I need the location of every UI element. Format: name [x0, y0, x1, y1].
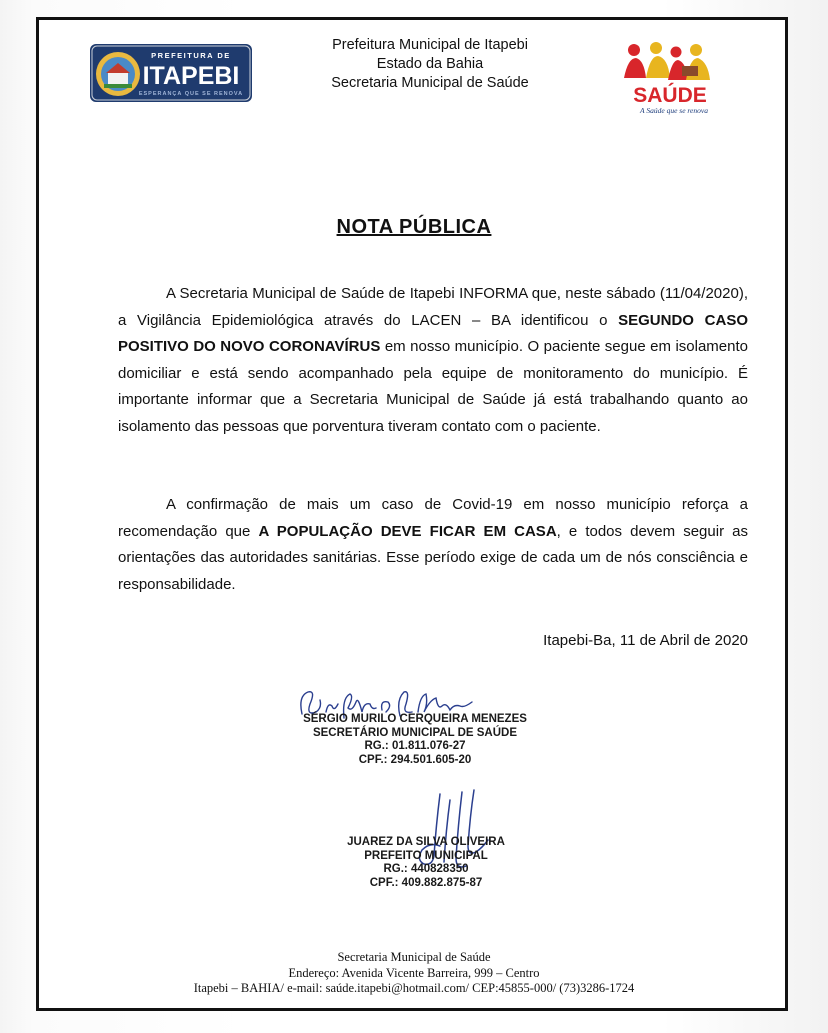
saude-logo-tagline: A Saúde que se renova: [640, 106, 708, 115]
people-figures-icon: [624, 42, 710, 80]
paragraph-2-text-a: A confirmação de mais um caso de Covid-19 em nosso município reforça a recomendação que: [118, 496, 748, 540]
saude-logo-text: SAÚDE: [633, 84, 707, 107]
document-title: NOTA PÚBLICA: [336, 216, 492, 238]
letterhead: [270, 36, 590, 93]
paragraph-1-text-b: em nosso município. O paciente segue em isolamento domiciliar e está sendo acompanhado pela equipe de monitoramento do município. É importante informar que a Secretaria Municipal de Saúde já está trabalhando quanto ao isolamento das pessoas que porventura tiveram contato com o paciente.: [118, 338, 748, 435]
paragraph-1-text-a: A Secretaria Municipal de Saúde de Itapebi INFORMA que, neste sábado (11/04/2020), a Vigilância Epidemiológica através do LACEN – BA identificou o: [118, 285, 748, 329]
itapebi-logo: [90, 44, 252, 102]
logo-main-text: ITAPEBI: [142, 62, 240, 90]
saude-logo: [612, 40, 722, 116]
secretary-cpf: CPF.: 294.501.605-20: [358, 753, 472, 766]
footer-address: Endereço: Avenida Vicente Barreira, 999 – Centro: [288, 965, 540, 980]
secretary-name: SÉRGIO MURILO CERQUEIRA MENEZES: [303, 713, 527, 725]
logo-top-text: PREFEITURA DE: [151, 51, 231, 60]
mayor-rg: RG.: 440828350: [383, 863, 469, 875]
paragraph-2-text-b: , e todos devem seguir as orientações das autoridades sanitárias. Esse período exige de cada um de nós consciência e responsabilidade.: [118, 522, 748, 593]
header-line-municipality: Prefeitura Municipal de Itapebi: [332, 37, 528, 53]
paragraph-2: [118, 492, 748, 598]
footer-contact: Itapebi – BAHIA/ e-mail: saúde.itapebi@hotmail.com/ CEP:45855-000/ (73)3286-1724: [193, 981, 635, 995]
document-date: Itapebi-Ba, 11 de Abril de 2020: [543, 632, 748, 649]
signature-block-secretary: [290, 713, 540, 767]
paragraph-2-emphasis: A POPULAÇÃO DEVE FICAR EM CASA: [258, 522, 557, 540]
mayor-name: JUAREZ DA SILVA OLIVEIRA: [347, 836, 505, 848]
mayor-role: PREFEITO MUNICIPAL: [364, 849, 488, 862]
header-line-state: Estado da Bahia: [376, 56, 484, 72]
paragraph-1: [118, 281, 748, 440]
mayor-cpf: CPF.: 409.882.875-87: [369, 876, 483, 889]
document-footer: [0, 950, 828, 997]
logo-bottom-text: ESPERANÇA QUE SE RENOVA: [138, 91, 244, 97]
secretary-rg: RG.: 01.811.076-27: [364, 740, 466, 752]
footer-secretariat: Secretaria Municipal de Saúde: [337, 950, 491, 964]
paragraph-1-emphasis: SEGUNDO CASO POSITIVO DO NOVO CORONAVÍRUS: [118, 311, 748, 355]
header-line-secretariat: Secretaria Municipal de Saúde: [331, 75, 529, 91]
secretary-role: SECRETÁRIO MUNICIPAL DE SAÚDE: [312, 726, 518, 739]
signature-block-mayor: [326, 836, 526, 890]
